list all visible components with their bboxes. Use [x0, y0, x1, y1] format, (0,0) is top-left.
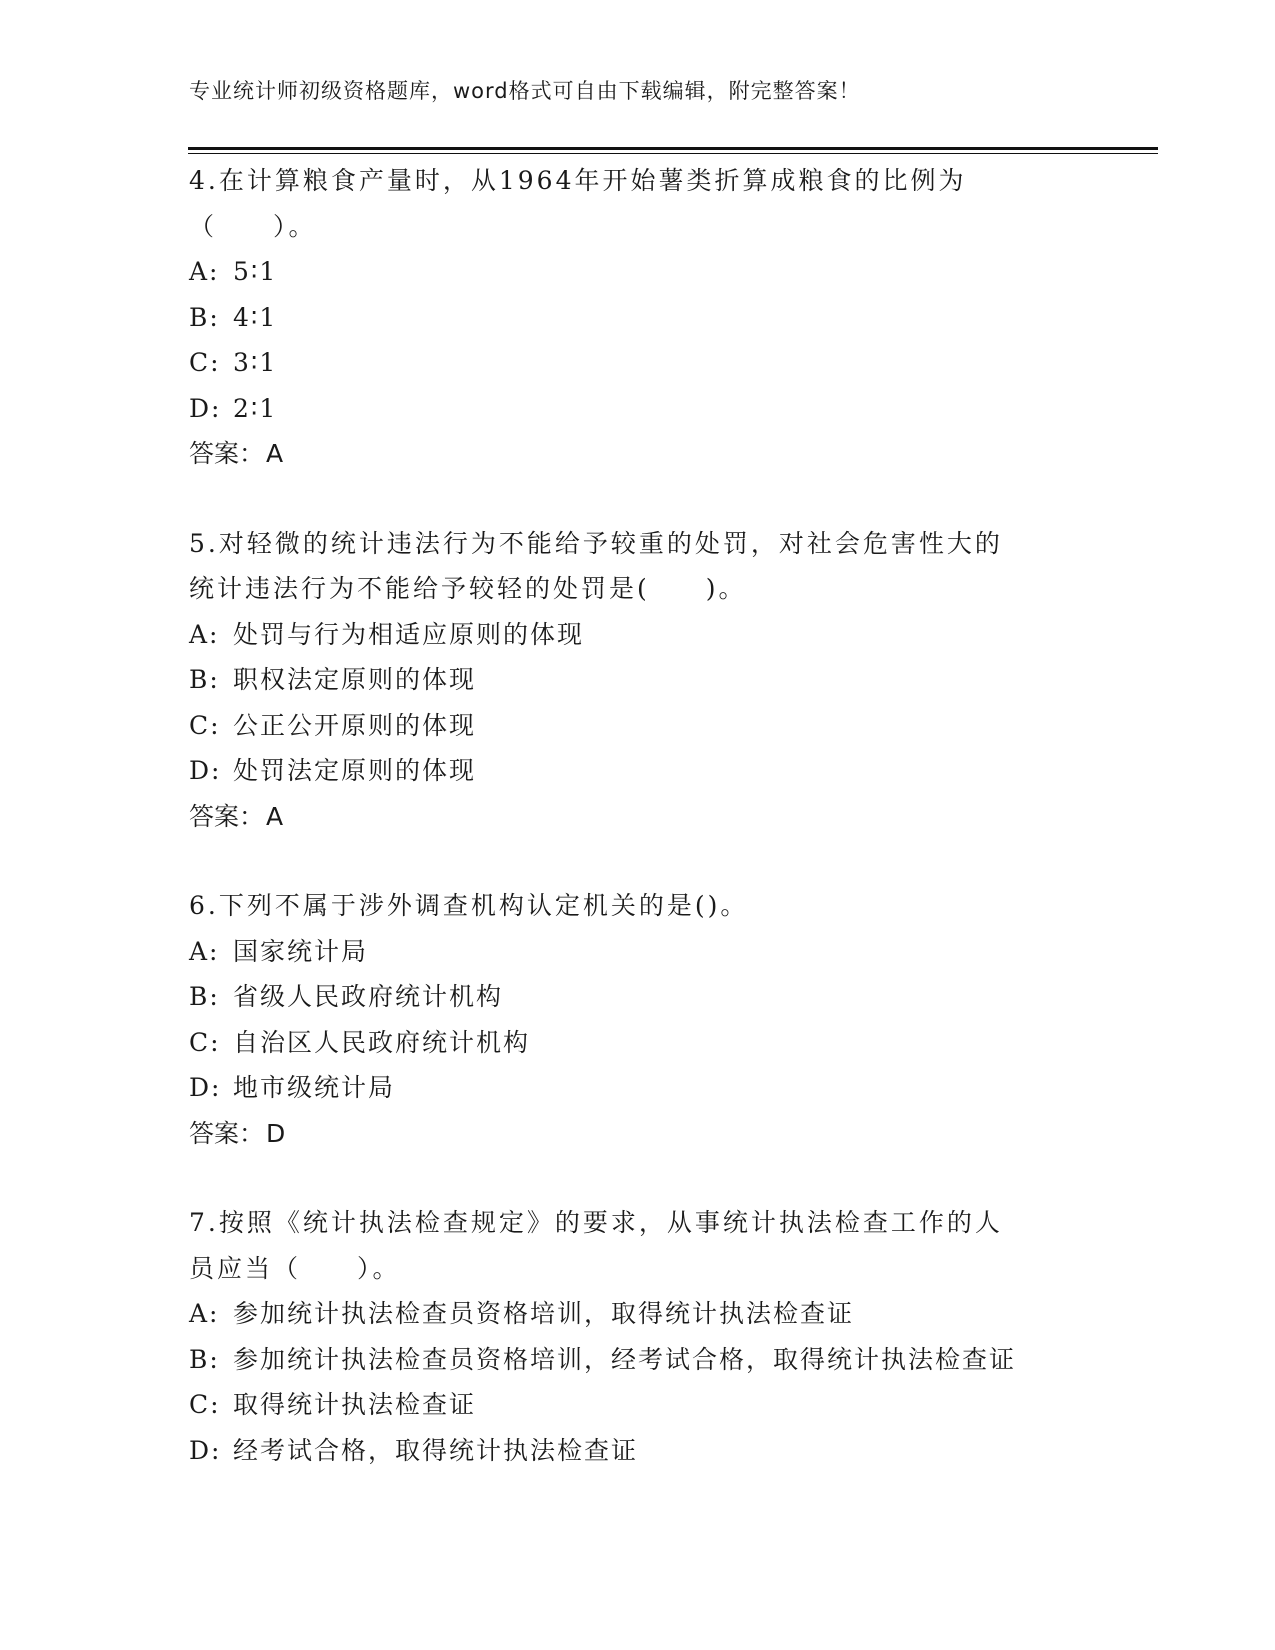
answer-label: 答案：: [189, 1118, 265, 1148]
answer-line: [189, 794, 1089, 840]
option-c: [189, 1382, 1089, 1428]
option-text: 4∶1: [233, 302, 278, 332]
option-list: [189, 249, 1089, 431]
option-c: [189, 703, 1089, 749]
option-c: [189, 1020, 1089, 1066]
option-a: [189, 1291, 1089, 1337]
option-text: 国家统计局: [233, 936, 369, 966]
question-4: [189, 158, 1089, 477]
option-text: 参加统计执法检查员资格培训，经考试合格，取得统计执法检查证: [233, 1344, 1017, 1374]
question-5: [189, 521, 1089, 840]
option-text: 省级人民政府统计机构: [233, 982, 504, 1011]
option-a: [189, 612, 1089, 658]
option-a: [189, 249, 1089, 295]
option-list: [189, 1291, 1089, 1473]
option-text: 处罚法定原则的体现: [233, 756, 477, 785]
option-text: 公正公开原则的体现: [233, 710, 477, 740]
answer-label: 答案：: [189, 439, 265, 468]
option-letter: C:: [189, 710, 221, 740]
answer-value: A: [266, 801, 284, 831]
question-stem: 6.下列不属于涉外调查机构认定机关的是()。: [189, 891, 749, 920]
question-list: [189, 158, 1089, 1517]
option-d: [189, 1428, 1089, 1474]
option-letter: B:: [189, 982, 220, 1011]
option-text: 2∶1: [233, 393, 278, 423]
option-text: 自治区人民政府统计机构: [233, 1027, 531, 1057]
option-letter: D:: [189, 1073, 222, 1102]
option-letter: C:: [189, 1390, 221, 1419]
answer-value: A: [266, 439, 284, 468]
option-a: [189, 929, 1089, 975]
answer-label: 答案：: [189, 801, 265, 831]
question-6: [189, 883, 1089, 1156]
option-list: [189, 929, 1089, 1111]
question-stem: 5.对轻微的统计违法行为不能给予较重的处罚，对社会危害性大的统计违法行为不能给予较轻的处罚是( )。: [189, 528, 1003, 603]
answer-line: [189, 431, 1089, 477]
option-letter: B:: [189, 665, 220, 694]
option-c: [189, 340, 1089, 386]
header-rule-thick: [188, 147, 1158, 150]
option-list: [189, 612, 1089, 794]
option-letter: B:: [189, 1344, 220, 1374]
option-text: 处罚与行为相适应原则的体现: [233, 619, 585, 649]
option-b: [189, 1337, 1089, 1383]
option-d: [189, 1065, 1089, 1111]
question-stem: 4.在计算粮食产量时，从1964年开始薯类折算成粮食的比例为（ ）。: [189, 166, 967, 241]
option-text: 经考试合格，取得统计执法检查证: [233, 1435, 639, 1465]
option-letter: C:: [189, 348, 221, 377]
question-stem: 7.按照《统计执法检查规定》的要求，从事统计执法检查工作的人员应当（ ）。: [189, 1208, 1003, 1283]
option-d: [189, 748, 1089, 794]
option-text: 3∶1: [233, 348, 278, 377]
option-text: 地市级统计局: [233, 1073, 396, 1102]
option-letter: A:: [189, 936, 220, 966]
option-text: 5∶1: [233, 257, 278, 286]
option-text: 取得统计执法检查证: [233, 1390, 477, 1419]
option-letter: D:: [189, 756, 222, 785]
option-letter: A:: [189, 257, 220, 286]
option-letter: D:: [189, 1435, 222, 1465]
header-rule-thin: [188, 153, 1158, 154]
option-letter: A:: [189, 1299, 220, 1328]
option-b: [189, 657, 1089, 703]
question-7: [189, 1200, 1089, 1473]
option-d: [189, 386, 1089, 432]
option-b: [189, 974, 1089, 1020]
option-text: 参加统计执法检查员资格培训，取得统计执法检查证: [233, 1299, 855, 1328]
option-letter: B:: [189, 302, 220, 332]
option-text: 职权法定原则的体现: [233, 665, 477, 694]
answer-line: [189, 1111, 1089, 1157]
answer-value: D: [266, 1118, 286, 1148]
option-letter: C:: [189, 1027, 221, 1057]
option-b: [189, 295, 1089, 341]
page-header: 专业统计师初级资格题库，word格式可自由下载编辑，附完整答案！: [189, 79, 861, 103]
option-letter: A:: [189, 619, 220, 649]
option-letter: D:: [189, 393, 222, 423]
